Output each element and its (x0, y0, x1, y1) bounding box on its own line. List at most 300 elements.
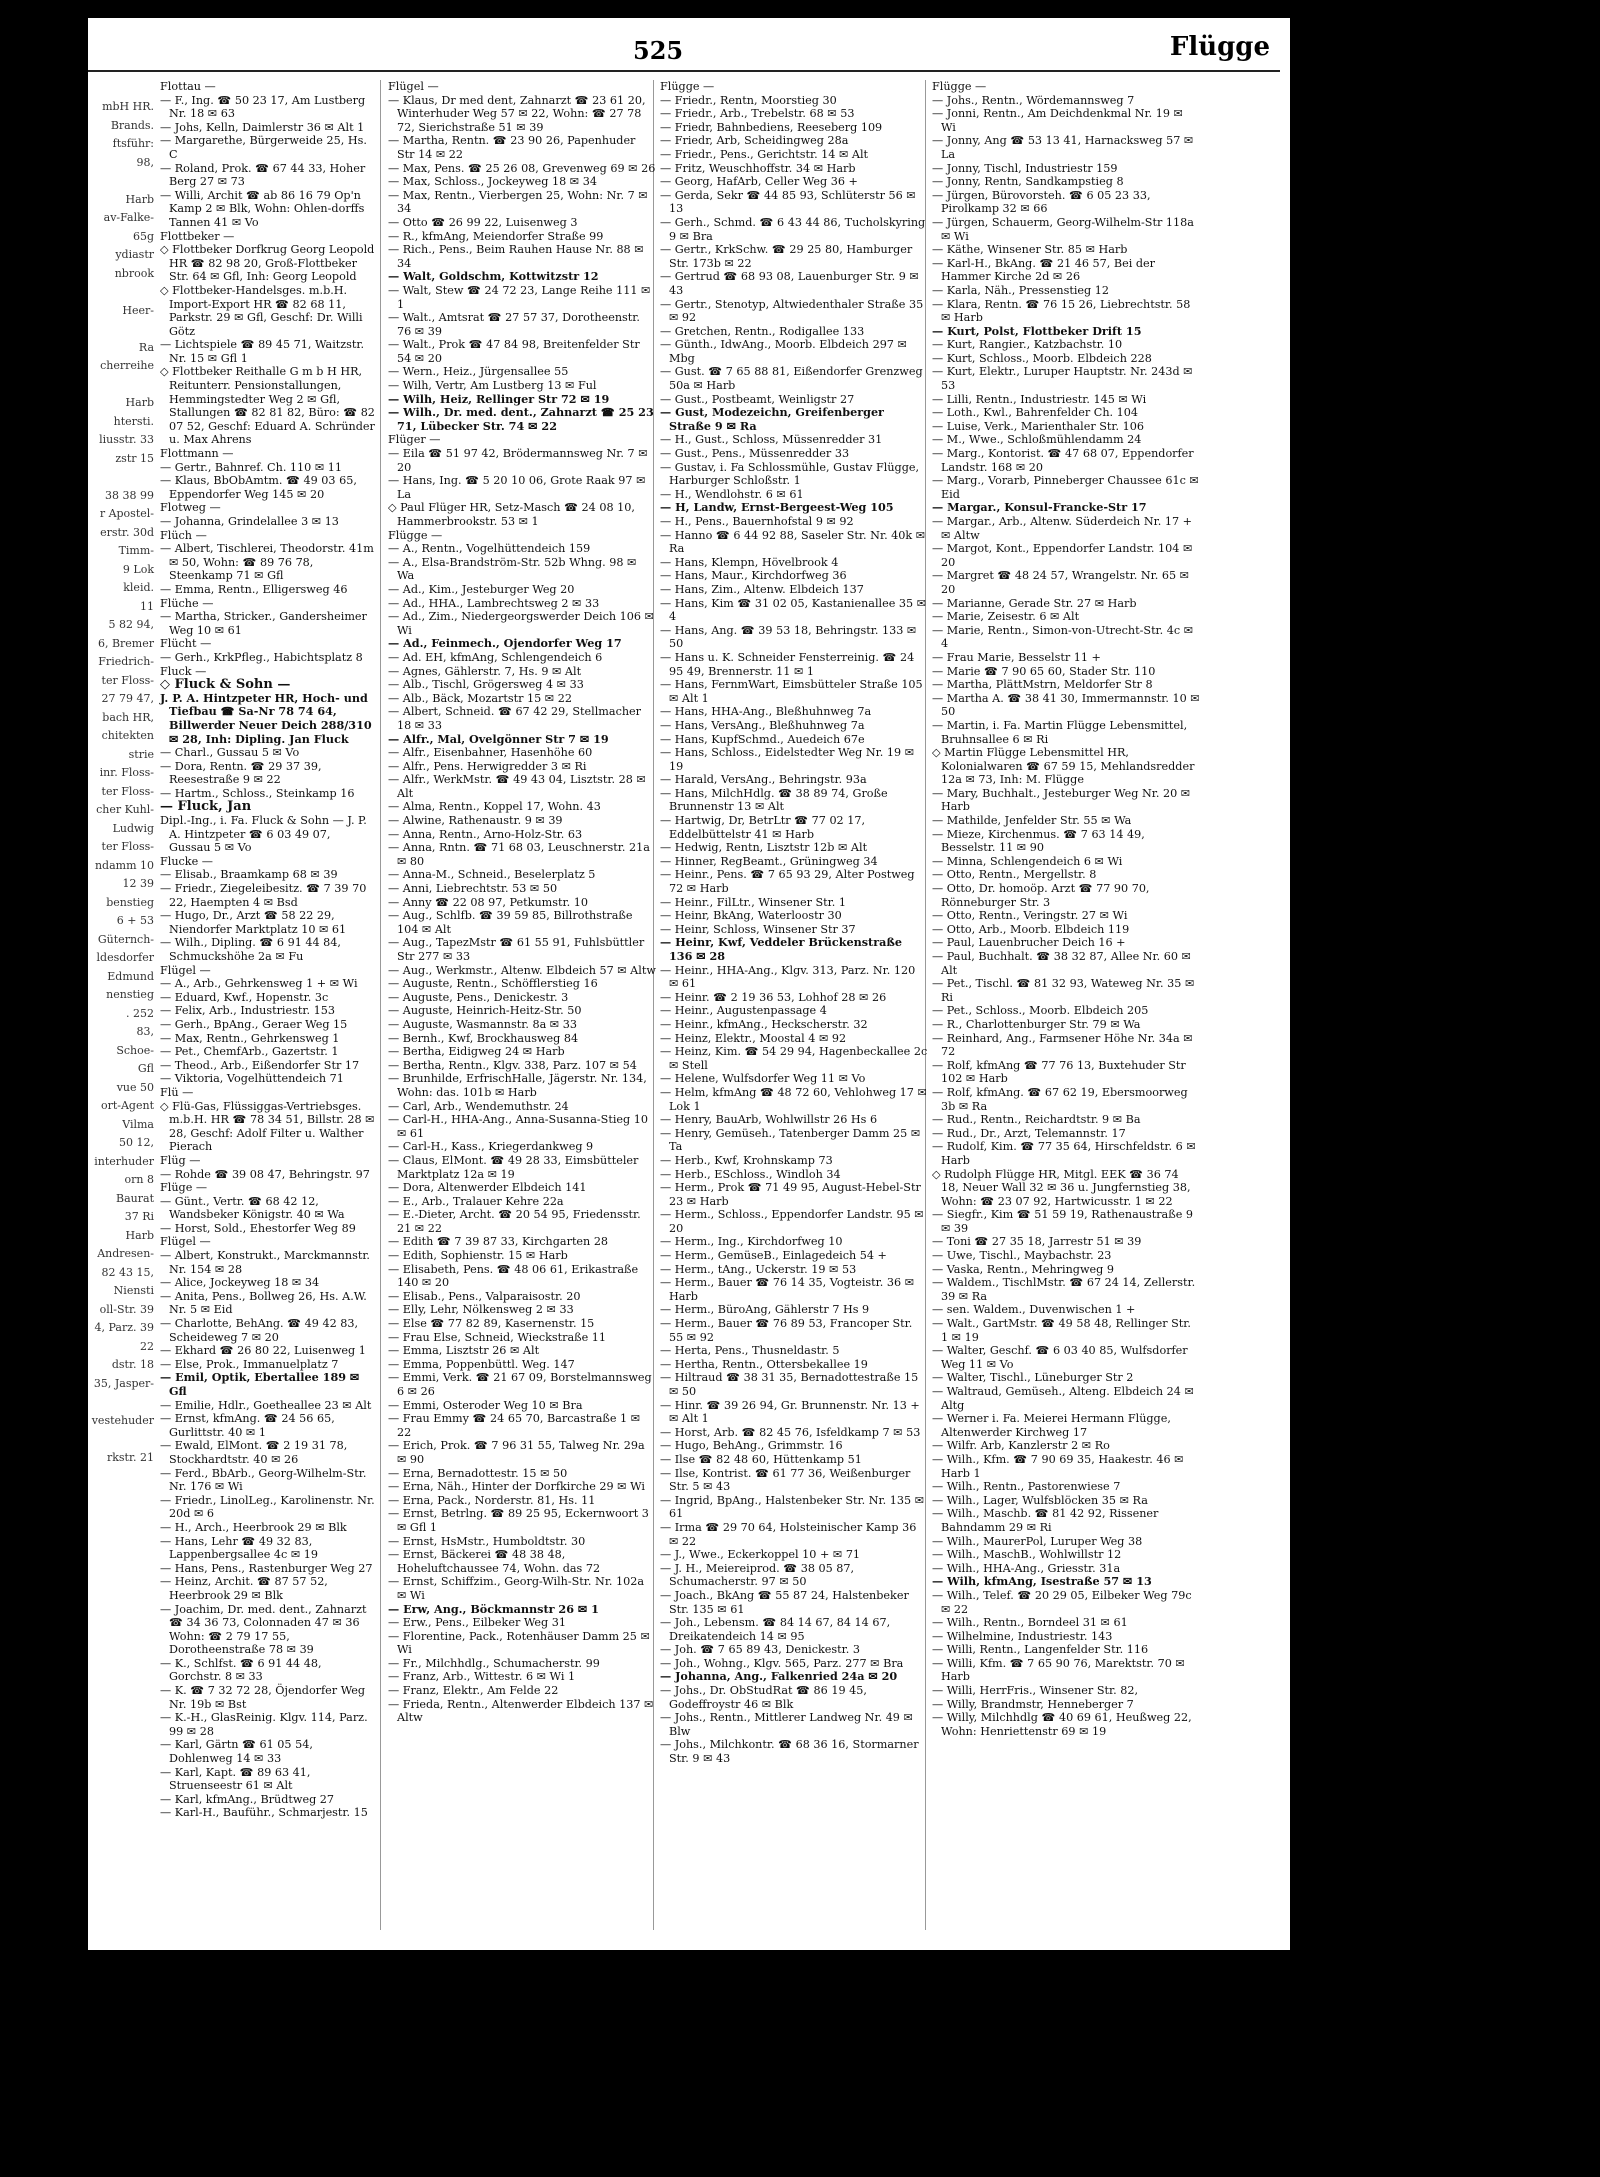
directory-entry: — Rudolf, Kim. ☎ 77 35 64, Hirschfeldstr. 6 ✉ Harb (932, 1140, 1196, 1167)
directory-entry: — Viktoria, Vogelhüttendeich 71 (160, 1072, 344, 1086)
margin-fragment: benstieg (106, 895, 154, 909)
directory-entry: — Alwine, Rathenaustr. 9 ✉ 39 (388, 814, 563, 828)
directory-entry: Dipl.-Ing., i. Fa. Fluck & Sohn — J. P. A. Hintzpeter ☎ 6 03 49 07, Gussau 5 ✉ Vo (160, 814, 367, 855)
directory-entry: — Anita, Pens., Bollweg 26, Hs. A.W. Nr. 5 ✉ Eid (160, 1289, 367, 1317)
directory-entry: — Erna, Pack., Norderstr. 81, Hs. 11 (388, 1493, 596, 1507)
margin-fragment: 6 + 53 (116, 914, 154, 927)
directory-entry: — Johs., Rentn., Wördemannsweg 7 (932, 93, 1135, 107)
directory-entry: — Alice, Jockeyweg 18 ✉ 34 (160, 1276, 320, 1290)
directory-entry: — A., Rentn., Vogelhüttendeich 159 (388, 542, 591, 556)
directory-entry: — Gust., Pens., Müssenredder 33 (660, 447, 850, 461)
directory-entry: — Klaus, Dr med dent, Zahnarzt ☎ 23 61 20, Winterhuder Weg 57 ✉ 22, Wohn: ☎ 27 78 72, Sierichstraße 51 ✉ 39 (388, 93, 646, 134)
directory-entry: — Ad., Kim., Jesteburger Weg 20 (388, 582, 575, 596)
directory-entry: — Ad., HHA., Lambrechtsweg 2 ✉ 33 (388, 596, 600, 610)
margin-fragment: Gfl (137, 1062, 154, 1075)
directory-entry: — Friedr., Arb., Trebelstr. 68 ✉ 53 (660, 107, 855, 121)
directory-entry: — Friedr, Arb, Scheidingweg 28a (660, 134, 849, 148)
margin-fragment: 98, (136, 155, 154, 169)
directory-entry: — Wilh., Kfm. ☎ 7 90 69 35, Haakestr. 46 ✉ Harb 1 (932, 1452, 1184, 1480)
directory-entry: — Erw, Ang., Böckmannstr 26 ✉ 1 (388, 1601, 599, 1616)
directory-entry: Flucke — (160, 854, 213, 868)
margin-fragment: 9 Lok (122, 562, 154, 576)
directory-entry: — Hartm., Schloss., Steinkamp 16 (160, 786, 355, 800)
directory-entry: — Walter, Geschf. ☎ 6 03 40 85, Wulfsdorfer Weg 11 ✉ Vo (932, 1344, 1188, 1371)
margin-fragment: Vilma (122, 1117, 154, 1131)
directory-entry: — Heinz, Archit. ☎ 87 57 52, Heerbrook 29 ✉ Blk (160, 1575, 328, 1602)
directory-entry: — Klaus, BbObAmtm. ☎ 49 03 65, Eppendorfer Weg 145 ✉ 20 (160, 474, 357, 501)
directory-entry: — R., Charlottenburger Str. 79 ✉ Wa (932, 1017, 1141, 1031)
directory-entry: — Hans, Schloss., Eidelstedter Weg Nr. 19 ✉ 19 (660, 746, 915, 773)
directory-entry: — Herm., Ing., Kirchdorfweg 10 (660, 1235, 843, 1249)
directory-entry: — Erna, Näh., Hinter der Dorfkirche 29 ✉ Wi (388, 1480, 645, 1494)
directory-entry: — Friedr., LinolLeg., Karolinenstr. Nr. 20d ✉ 6 (160, 1493, 375, 1521)
directory-entry: — Walt, Stew ☎ 24 72 23, Lange Reihe 111 ✉ 1 (388, 283, 651, 311)
directory-entry: — Marie, Zeisestr. 6 ✉ Alt (932, 610, 1080, 624)
directory-entry: — Emil, Optik, Ebertallee 189 ✉ Gfl (160, 1370, 360, 1398)
margin-fragment: Harb (125, 396, 154, 409)
directory-entry: — Mary, Buchhalt., Jesteburger Weg Nr. 20 ✉ Harb (932, 786, 1191, 814)
margin-fragment: Heer- (122, 303, 154, 317)
margin-fragment: vestehuder (91, 1413, 154, 1427)
directory-entry: — Erich, Prok. ☎ 7 96 31 55, Talweg Nr. 29a ✉ 90 (388, 1439, 645, 1466)
directory-entry: — Fr., Milchhdlg., Schumacherstr. 99 (388, 1656, 600, 1670)
directory-entry: — Eduard, Kwf., Hopenstr. 3c (160, 990, 329, 1004)
margin-fragment: Timm- (118, 544, 154, 557)
directory-entry: — Erw., Pens., Eilbeker Weg 31 (388, 1616, 567, 1630)
directory-entry: — Willy, Brandmstr, Henneberger 7 (932, 1697, 1134, 1711)
directory-entry: — Wilh., Rentn., Borndeel 31 ✉ 61 (932, 1616, 1128, 1630)
running-head: Flügge (1169, 32, 1270, 62)
directory-entry: — Wilh., MaschB., Wohlwillstr 12 (932, 1548, 1122, 1562)
directory-entry: — Alfr., Mal, Ovelgönner Str 7 ✉ 19 (388, 731, 609, 746)
directory-entry: — Joach., BkAng ☎ 55 87 24, Halstenbeker Str. 135 ✉ 61 (660, 1588, 909, 1616)
directory-entry: — Heinr, Kwf, Veddeler Brückenstraße 136 ✉ 28 (660, 935, 902, 963)
directory-entry: — Ingrid, BpAng., Halstenbeker Str. Nr. 135 ✉ 61 (660, 1493, 925, 1521)
column-2 (388, 80, 656, 1940)
directory-entry: — Toni ☎ 27 35 18, Jarrestr 51 ✉ 39 (932, 1235, 1142, 1249)
directory-entry: — Auguste, Pens., Denickestr. 3 (388, 990, 569, 1004)
directory-entry: — Wilh, Heiz, Rellinger Str 72 ✉ 19 (388, 391, 610, 406)
margin-fragment: ter Floss- (101, 673, 154, 687)
directory-entry: — Horst, Sold., Ehestorfer Weg 89 (160, 1221, 356, 1235)
directory-entry: — Elisabeth, Pens. ☎ 48 06 61, Erikastraße 140 ✉ 20 (388, 1262, 639, 1290)
directory-entry: — Wilh., Dr. med. dent., Zahnarzt ☎ 25 23 71, Lübecker Str. 74 ✉ 22 (388, 405, 654, 433)
directory-entry: — Walt, Goldschm, Kottwitzstr 12 (388, 269, 599, 284)
directory-entry: — Elisab., Pens., Valparaisostr. 20 (388, 1289, 581, 1303)
directory-entry: — Karl-H., Bauführ., Schmarjestr. 15 (160, 1806, 368, 1820)
directory-entry: — Emilie, Hdlr., Goetheallee 23 ✉ Alt (160, 1398, 372, 1412)
directory-entry: — M., Wwe., Schloßmühlendamm 24 (932, 433, 1142, 447)
directory-entry: — Luise, Verk., Marienthaler Str. 106 (932, 419, 1144, 433)
directory-entry: — Ewald, ElMont. ☎ 2 19 31 78, Stockhardtstr. 40 ✉ 26 (160, 1439, 348, 1466)
margin-fragment: zstr 15 (115, 451, 154, 465)
directory-entry: — Lichtspiele ☎ 89 45 71, Waitzstr. Nr. 15 ✉ Gfl 1 (160, 338, 365, 365)
directory-entry: — Heinz, Kim. ☎ 54 29 94, Hagenbeckallee 2c ✉ Stell (660, 1045, 928, 1072)
directory-entry: — Joh., Lebensm. ☎ 84 14 67, 84 14 67, Dreikatendeich 14 ✉ 95 (660, 1616, 891, 1643)
directory-entry: — Martha, Rentn. ☎ 23 90 26, Papenhuder Str 14 ✉ 22 (388, 134, 636, 161)
directory-entry: ◇ Martin Flügge Lebensmittel HR, Kolonialwaren ☎ 67 59 15, Mehlandsredder 12a ✉ 73, Inh: M. Flügge (932, 746, 1195, 787)
directory-entry: — Heinr., Pens. ☎ 7 65 93 29, Alter Postweg 72 ✉ Harb (660, 868, 915, 896)
directory-entry: — Else, Prok., Immanuelplatz 7 (160, 1357, 339, 1371)
directory-entry: — E.-Dieter, Archt. ☎ 20 54 95, Friedensstr. 21 ✉ 22 (388, 1208, 641, 1235)
directory-entry: — Hans, Ing. ☎ 5 20 10 06, Grote Raak 97 ✉ La (388, 474, 646, 501)
directory-entry: — Dora, Altenwerder Elbdeich 141 (388, 1181, 587, 1195)
directory-entry: — Carl-H., Kass., Kriegerdankweg 9 (388, 1140, 594, 1154)
directory-entry: — Gustav, i. Fa Schlossmühle, Gustav Flügge, Harburger Schloßstr. 1 (660, 460, 920, 488)
directory-entry: — Dora, Rentn. ☎ 29 37 39, Reesestraße 9 ✉ 22 (160, 759, 322, 787)
directory-entry: — Frau Marie, Besselstr 11 + (932, 650, 1101, 664)
directory-entry: — Gust., Postbeamt, Weinligstr 27 (660, 392, 855, 406)
directory-entry: — Wilh., Maschb. ☎ 81 42 92, Rissener Bahndamm 29 ✉ Ri (932, 1507, 1159, 1534)
directory-entry: — Wilh., Lager, Wulfsblöcken 35 ✉ Ra (932, 1493, 1148, 1507)
directory-entry: — Käthe, Winsener Str. 85 ✉ Harb (932, 243, 1128, 257)
column-4 (932, 80, 1200, 1940)
directory-entry: — Elisab., Braamkamp 68 ✉ 39 (160, 868, 338, 882)
directory-entry: — Willi, HerrFris., Winsener Str. 82, (932, 1684, 1139, 1698)
directory-entry: — Eila ☎ 51 97 42, Brödermannsweg Nr. 7 ✉ 20 (388, 447, 648, 474)
directory-entry: — Anni, Liebrechtstr. 53 ✉ 50 (388, 882, 558, 896)
directory-entry: — Margar., Arb., Altenw. Süderdeich Nr. 17 + ✉ Altw (932, 515, 1193, 542)
directory-entry: — Charlotte, BehAng. ☎ 49 42 83, Scheideweg 7 ✉ 20 (160, 1317, 359, 1344)
margin-fragment: rkstr. 21 (106, 1450, 154, 1464)
directory-entry: — Mieze, Kirchenmus. ☎ 7 63 14 49, Besselstr. 11 ✉ 90 (932, 827, 1145, 855)
margin-fragment: kleid. (123, 581, 154, 594)
directory-entry: — Wilhelmine, Industriestr. 143 (932, 1629, 1113, 1643)
directory-entry: — Alfr., Pens. Herwigredder 3 ✉ Ri (388, 759, 587, 773)
directory-entry: ◇ Rudolph Flügge HR, Mitgl. EEK ☎ 36 74 18, Neuer Wall 32 ✉ 36 u. Jungfernstieg 38, Wohn: ☎ 23 07 92, Hartwicusstr. 1 ✉ 22 (932, 1167, 1191, 1208)
directory-entry: — H., Arch., Heerbrook 29 ✉ Blk (160, 1520, 347, 1534)
margin-fragment: Ra (138, 340, 154, 354)
margin-fragment: ort-Agent (100, 1099, 154, 1112)
margin-fragment: cherreihe (100, 359, 154, 372)
directory-entry: — Ernst, Bäckerei ☎ 48 38 48, Hoheluftchaussee 74, Wohn. das 72 (388, 1548, 601, 1575)
directory-entry: — Wilh, kfmAng, Isestraße 57 ✉ 13 (932, 1574, 1152, 1589)
directory-entry: — Franz, Arb., Wittestr. 6 ✉ Wi 1 (388, 1670, 576, 1684)
directory-entry: Flüche — (160, 596, 214, 610)
directory-entry: — Joh., Wohng., Klgv. 565, Parz. 277 ✉ Bra (660, 1656, 904, 1670)
directory-entry: — Marianne, Gerade Str. 27 ✉ Harb (932, 596, 1137, 610)
directory-entry: — Carl, Arb., Wendemuthstr. 24 (388, 1099, 569, 1113)
directory-entry: — Herta, Pens., Thusneldastr. 5 (660, 1344, 840, 1358)
directory-entry: — Heinr., FilLtr., Winsener Str. 1 (660, 895, 847, 909)
directory-entry: Flügge — (932, 80, 987, 93)
directory-entry: — Ernst, Betrlng. ☎ 89 25 95, Eckernwoort 3 ✉ Gfl 1 (388, 1507, 649, 1534)
directory-entry: — Johanna, Grindelallee 3 ✉ 13 (160, 515, 339, 528)
directory-entry: — Walt., GartMstr. ☎ 49 58 48, Rellinger Str. 1 ✉ 19 (932, 1317, 1191, 1344)
directory-entry: — Gertr., Stenotyp, Altwiedenthaler Straße 35 ✉ 92 (660, 297, 924, 325)
directory-entry: — Pet., Tischl. ☎ 81 32 93, Wateweg Nr. 35 ✉ Ri (932, 977, 1195, 1004)
margin-fragment: 82 43 15, (101, 1265, 154, 1279)
directory-entry: Fluck — (160, 664, 207, 678)
directory-entry: — Hans, VersAng., Bleßhuhnweg 7a (660, 718, 865, 732)
margin-fragment: Harb (125, 1228, 154, 1242)
directory-entry: — Auguste, Heinrich-Heitz-Str. 50 (388, 1004, 582, 1018)
directory-entry: — Uwe, Tischl., Maybachstr. 23 (932, 1249, 1112, 1263)
directory-entry: — Walter, Tischl., Lüneburger Str 2 (932, 1371, 1134, 1385)
directory-entry: ◇ Fluck & Sohn — (160, 677, 291, 693)
directory-entry: — Elly, Lehr, Nölkensweg 2 ✉ 33 (388, 1303, 574, 1317)
directory-entry: — Hans, MilchHdlg. ☎ 38 89 74, Große Brunnenstr 13 ✉ Alt (660, 786, 888, 814)
margin-fragment: 50 12, (119, 1136, 154, 1149)
margin-fragment: ydiastr (115, 248, 154, 261)
directory-entry: — Hans, Pens., Rastenburger Weg 27 (160, 1561, 373, 1575)
directory-entry: Flottau — (160, 80, 216, 93)
directory-entry: — Bertha, Eidigweg 24 ✉ Harb (388, 1045, 565, 1059)
directory-entry: — Heinr., Augustenpassage 4 (660, 1004, 827, 1018)
directory-entry: — Margret ☎ 48 24 57, Wrangelstr. Nr. 65 ✉ 20 (932, 569, 1190, 596)
directory-entry: — Georg, HafArb, Celler Weg 36 + (660, 175, 858, 189)
directory-entry: — Fluck, Jan (160, 799, 252, 815)
directory-entry: — Ekhard ☎ 26 80 22, Luisenweg 1 (160, 1344, 366, 1358)
directory-entry: — Herm., Bauer ☎ 76 89 53, Francoper Str. 55 ✉ 92 (660, 1317, 913, 1344)
directory-entry: — Joachim, Dr. med. dent., Zahnarzt ☎ 34 36 73, Colonnaden 47 ✉ 36 Wohn: ☎ 2 79 17 55, Dorotheenstraße 78 ✉ 39 (160, 1602, 367, 1657)
directory-entry: Flügel — (160, 963, 211, 977)
directory-entry: — Margot, Kont., Eppendorfer Landstr. 104 ✉ 20 (932, 542, 1193, 569)
directory-entry: — Friedr., Pens., Gerichtstr. 14 ✉ Alt (660, 147, 869, 161)
margin-fragment: ter Floss- (101, 840, 154, 853)
directory-entry: — Rohde ☎ 39 08 47, Behringstr. 97 (160, 1167, 370, 1181)
margin-fragment: Baurat (116, 1191, 154, 1205)
directory-entry: — F., Ing. ☎ 50 23 17, Am Lustberg Nr. 18 ✉ 63 (160, 93, 366, 121)
directory-entry: — Gust, Modezeichn, Greifenberger Straße 9 ✉ Ra (660, 405, 884, 433)
directory-entry: — Martha, Stricker., Gandersheimer Weg 10 ✉ 61 (160, 610, 367, 637)
directory-entry: — Friedr., Rentn, Moorstieg 30 (660, 93, 837, 107)
directory-entry: — Martha A. ☎ 38 41 30, Immermannstr. 10 ✉ 50 (932, 691, 1200, 719)
directory-entry: — Ad. EH, kfmAng, Schlengendeich 6 (388, 650, 603, 664)
directory-entry: — Loth., Kwl., Bahrenfelder Ch. 104 (932, 406, 1138, 420)
directory-entry: — Rud., Rentn., Reichardtstr. 9 ✉ Ba (932, 1113, 1141, 1127)
directory-entry: — Wilh., MaurerPol, Luruper Weg 38 (932, 1534, 1143, 1548)
directory-entry: — Gerh., Schmd. ☎ 6 43 44 86, Tucholskyring 9 ✉ Bra (660, 215, 926, 243)
directory-page (88, 18, 1290, 1950)
directory-entry: — Hedwig, Rentn, Lisztstr 12b ✉ Alt (660, 841, 868, 855)
directory-entry: Flücht — (160, 637, 212, 651)
directory-entry: — Margarethe, Bürgerweide 25, Hs. C (160, 134, 367, 161)
directory-entry: — Marg., Vorarb, Pinneberger Chaussee 61c ✉ Eid (932, 474, 1199, 501)
directory-entry: — Max, Pens. ☎ 25 26 08, Grevenweg 69 ✉ 26 (388, 161, 656, 175)
directory-entry: — Friedr, Bahnbediens, Reeseberg 109 (660, 120, 883, 134)
directory-entry: — K.-H., GlasReinig. Klgv. 114, Parz. 99 ✉ 28 (160, 1711, 368, 1738)
directory-entry: — E., Arb., Tralauer Kehre 22a (388, 1194, 564, 1208)
directory-entry: — Herm., BüroAng, Gählerstr 7 Hs 9 (660, 1303, 870, 1317)
directory-entry: — Auguste, Rentn., Schöfflerstieg 16 (388, 977, 598, 991)
margin-fragment: liusstr. 33 (99, 433, 154, 446)
directory-entry: — Ad., Zim., Niedergeorgswerder Deich 106 ✉ Wi (388, 610, 654, 637)
directory-entry: Flüch — (160, 528, 207, 542)
directory-entry: — H., Gust., Schloss, Müssenredder 31 (660, 433, 883, 447)
directory-entry: — Marie ☎ 7 90 65 60, Stader Str. 110 (932, 664, 1156, 678)
directory-entry: — Emmi, Osteroder Weg 10 ✉ Bra (388, 1398, 583, 1412)
directory-entry: — Wilh., Dipling. ☎ 6 91 44 84, Schmuckshöhe 2a ✉ Fu (160, 936, 341, 963)
directory-entry: Flüg — (160, 1153, 201, 1167)
directory-entry: — Else ☎ 77 82 89, Kasernenstr. 15 (388, 1317, 595, 1331)
directory-entry: — Mathilde, Jenfelder Str. 55 ✉ Wa (932, 814, 1132, 828)
margin-fragment: ter Floss- (101, 784, 154, 798)
directory-entry: — Jonny, Ang ☎ 53 13 41, Harnacksweg 57 ✉ La (932, 134, 1194, 161)
margin-fragment: 6, Bremer (97, 636, 154, 650)
directory-entry: — Helene, Wulfsdorfer Weg 11 ✉ Vo (660, 1072, 866, 1086)
directory-entry: — Ernst, Schiffzim., Georg-Wilh-Str. Nr. 102a ✉ Wi (388, 1575, 645, 1602)
directory-entry: — Edith, Sophienstr. 15 ✉ Harb (388, 1249, 568, 1263)
margin-fragment: inr. Floss- (99, 766, 154, 779)
directory-entry: — Kurt, Polst, Flottbeker Drift 15 (932, 323, 1142, 338)
margin-fragment: 65g (132, 229, 154, 243)
directory-entry: ◇ Flottbeker Dorfkrug Georg Leopold HR ☎ 82 98 20, Groß-Flottbeker Str. 64 ✉ Gfl, Inh: Georg Leopold (160, 243, 375, 284)
directory-entry: — Karl-H., BkAng. ☎ 21 46 57, Bei der Hammer Kirche 2d ✉ 26 (932, 256, 1155, 284)
directory-entry: — Marie, Rentn., Simon-von-Utrecht-Str. 4c ✉ 4 (932, 623, 1194, 651)
directory-entry: — Franz, Elektr., Am Felde 22 (388, 1684, 559, 1698)
directory-entry: — Kurt, Schloss., Moorb. Elbdeich 228 (932, 351, 1152, 365)
margin-fragment: ldesdorfer (96, 951, 154, 964)
margin-fragment: 37 Ri (124, 1210, 154, 1223)
directory-entry: — Otto, Dr. homoöp. Arzt ☎ 77 90 70, Rönneburger Str. 3 (932, 882, 1150, 909)
margin-fragment: Harb (125, 192, 154, 206)
margin-fragment: Ludwig (112, 821, 154, 835)
directory-entry: — Wilh., HHA-Ang., Griesstr. 31a (932, 1561, 1121, 1575)
directory-entry: — Herm., Bauer ☎ 76 14 35, Vogteistr. 36 ✉ Harb (660, 1276, 915, 1303)
directory-entry: — Emma, Lisztstr 26 ✉ Alt (388, 1344, 540, 1358)
directory-entry: — Irma ☎ 29 70 64, Holsteinischer Kamp 36 ✉ 22 (660, 1520, 917, 1548)
directory-entry: — Hans, FernmWart, Eimsbütteler Straße 105 ✉ Alt 1 (660, 678, 923, 705)
directory-entry: Flottbeker — (160, 229, 235, 243)
directory-entry: — Walt., Prok ☎ 47 84 98, Breitenfelder Str 54 ✉ 20 (388, 338, 640, 365)
directory-entry: — Hans, Lehr ☎ 49 32 83, Lappenbergsallee 4c ✉ 19 (160, 1534, 319, 1562)
directory-entry: — Herm., GemüseB., Einlagedeich 54 + (660, 1249, 887, 1263)
directory-entry: — Jonny, Rentn, Sandkampstieg 8 (932, 175, 1124, 189)
margin-fragment: nenstieg (106, 988, 154, 1001)
directory-entry: — Hans, Ang. ☎ 39 53 18, Behringstr. 133 ✉ 50 (660, 623, 917, 651)
directory-entry: Flügel — (388, 80, 439, 93)
margin-fragment: interhuder (94, 1154, 154, 1168)
directory-entry: — Otto ☎ 26 99 22, Luisenweg 3 (388, 215, 578, 229)
column-1 (160, 80, 375, 1940)
directory-entry: — Aug., Werkmstr., Altenw. Elbdeich 57 ✉ Altw (388, 963, 656, 977)
directory-entry: — Ferd., BbArb., Georg-Wilhelm-Str. Nr. 176 ✉ Wi (160, 1466, 367, 1494)
directory-entry: — A., Elsa-Brandström-Str. 52b Whng. 98 ✉ Wa (388, 555, 637, 583)
column-3 (660, 80, 928, 1940)
directory-entry: — Jürgen, Schauerm, Georg-Wilhelm-Str 118a ✉ Wi (932, 215, 1194, 243)
directory-entry: — Walt., Amtsrat ☎ 27 57 37, Dorotheenstr. 76 ✉ 39 (388, 311, 640, 338)
directory-entry: — Albert, Tischlerei, Theodorstr. 41m ✉ 50, Wohn: ☎ 89 76 78, Steenkamp 71 ✉ Gfl (160, 542, 374, 583)
margin-fragment: Güternch- (97, 932, 154, 946)
directory-entry: — Heinr, Schloss, Winsener Str 37 (660, 922, 856, 936)
directory-entry: — Anna, Rntn. ☎ 71 68 03, Leuschnerstr. 21a ✉ 80 (388, 841, 650, 868)
margin-fragment: 22 (140, 1339, 154, 1353)
directory-entry: — Henry, Gemüseh., Tatenberger Damm 25 ✉ Ta (660, 1126, 921, 1154)
directory-entry: — J. H., Meiereiprod. ☎ 38 05 87, Schumacherstr. 97 ✉ 50 (660, 1561, 855, 1589)
directory-entry: — Minna, Schlengendeich 6 ✉ Wi (932, 854, 1123, 868)
directory-entry: — Friedr., Ziegeleibesitz. ☎ 7 39 70 22, Haempten 4 ✉ Bsd (160, 882, 367, 909)
directory-entry: — Karla, Näh., Pressenstieg 12 (932, 283, 1110, 297)
directory-entry: — Siegfr., Kim ☎ 51 59 19, Rathenaustraße 9 ✉ 39 (932, 1208, 1193, 1235)
directory-entry: Flü — (160, 1085, 194, 1099)
margin-fragment: 83, (136, 1025, 154, 1038)
directory-entry: — Margar., Konsul-Francke-Str 17 (932, 500, 1147, 515)
margin-fragment: erstr. 30d (100, 525, 154, 539)
directory-entry: — Gerda, Sekr ☎ 44 85 93, Schlüterstr 56 ✉ 13 (660, 188, 916, 216)
directory-entry: — Alma, Rentn., Koppel 17, Wohn. 43 (388, 800, 601, 814)
margin-fragment: nbrook (114, 266, 154, 280)
directory-entry: — Johs., Dr. ObStudRat ☎ 86 19 45, Godeffroystr 46 ✉ Blk (660, 1684, 867, 1711)
margin-fragment: strie (128, 747, 154, 761)
directory-entry: — Hugo, BehAng., Grimmstr. 16 (660, 1439, 843, 1453)
directory-entry: — Hans, Maur., Kirchdorfweg 36 (660, 569, 847, 583)
directory-entry: — Werner i. Fa. Meierei Hermann Flügge, Altenwerder Kirchweg 17 (932, 1412, 1171, 1439)
directory-entry: — Ad., Feinmech., Ojendorfer Weg 17 (388, 636, 622, 651)
directory-entry: — J., Wwe., Eckerkoppel 10 + ✉ 71 (660, 1548, 861, 1562)
directory-entry: — Wern., Heiz., Jürgensallee 55 (388, 365, 569, 379)
margin-fragment: . 252 (126, 1006, 154, 1020)
directory-entry: — Gerh., KrkPfleg., Habichtsplatz 8 (160, 650, 363, 664)
directory-entry: — Paul, Buchhalt. ☎ 38 32 87, Allee Nr. 60 ✉ Alt (932, 950, 1191, 977)
directory-entry: — Hans, HHA-Ang., Bleßhuhnweg 7a (660, 705, 872, 719)
directory-entry: — Hiltraud ☎ 38 31 35, Bernadottestraße 15 ✉ 50 (660, 1371, 919, 1398)
directory-entry: — Edith ☎ 7 39 87 33, Kirchgarten 28 (388, 1235, 609, 1249)
margin-fragment: bach HR, (102, 710, 154, 724)
directory-entry: Flottmann — (160, 447, 234, 461)
directory-entry: — Max, Schloss., Jockeyweg 18 ✉ 34 (388, 175, 597, 189)
directory-entry: — H., Pens., Bauernhofstal 9 ✉ 92 (660, 515, 854, 528)
directory-entry: — Günt., Vertr. ☎ 68 42 12, Wandsbeker Königstr. 40 ✉ Wa (160, 1194, 345, 1222)
margin-fragment: 35, Jasper- (93, 1376, 154, 1390)
directory-entry: — Rolf, kfmAng ☎ 77 76 13, Buxtehuder Str 102 ✉ Harb (932, 1058, 1186, 1086)
directory-entry: — Heinr. ☎ 2 19 36 53, Lohhof 28 ✉ 26 (660, 990, 887, 1004)
directory-entry: — Karl, Gärtn ☎ 61 05 54, Dohlenweg 14 ✉ 33 (160, 1738, 313, 1766)
margin-fragment: Friedrich- (98, 655, 154, 668)
directory-entry: — Marg., Kontorist. ☎ 47 68 07, Eppendorfer Landstr. 168 ✉ 20 (932, 447, 1194, 474)
directory-entry: — Wilh., Rentn., Pastorenwiese 7 (932, 1480, 1121, 1494)
directory-entry: Flotweg — (160, 501, 221, 515)
directory-entry: — Albert, Konstrukt., Marckmannstr. Nr. 154 ✉ 28 (160, 1249, 370, 1276)
directory-entry: — Heinr, BkAng, Waterloostr 30 (660, 909, 842, 923)
directory-entry: ◇ Flottbeker Reithalle G m b H HR, Reitunterr. Pensionstallungen, Hemmingstedter Weg 2 ✉ Gfl, Stallungen ☎ 82 81 82, Büro: ☎ 82 07 52, Geschf: Eduard A. Schründer u. Max Ahrens (160, 365, 375, 447)
directory-entry: — Gertr., Bahnref. Ch. 110 ✉ 11 (160, 460, 343, 474)
directory-entry: — Otto, Rentn., Veringstr. 27 ✉ Wi (932, 909, 1128, 923)
directory-entry: — Aug., Schlfb. ☎ 39 59 85, Billrothstraße 104 ✉ Alt (388, 909, 633, 936)
directory-entry: — Helm, kfmAng ☎ 48 72 60, Vehlohweg 17 ✉ Lok 1 (660, 1085, 927, 1113)
margin-fragment: r Apostel- (99, 507, 154, 520)
margin-fragment: 11 (140, 599, 154, 613)
directory-entry: — Ernst, kfmAng. ☎ 24 56 65, Gurlittstr. 40 ✉ 1 (160, 1412, 335, 1439)
directory-entry: — Ilse ☎ 82 48 60, Hüttenkamp 51 (660, 1452, 862, 1466)
margin-fragment: orn 8 (124, 1173, 154, 1186)
directory-entry: — Aug., TapezMstr ☎ 61 55 91, Fuhlsbüttler Str 277 ✉ 33 (388, 936, 645, 963)
directory-entry: — Brunhilde, ErfrischHalle, Jägerstr. Nr. 134, Wohn: das. 101b ✉ Harb (388, 1072, 647, 1099)
directory-entry: — Heinr., kfmAng., Heckscherstr. 32 (660, 1017, 868, 1031)
margin-fragment: cher Kuhl- (96, 803, 154, 816)
directory-entry: ◇ Paul Flüger HR, Setz-Masch ☎ 24 08 10, Hammerbrookstr. 53 ✉ 1 (388, 501, 635, 528)
directory-entry: Flügge — (660, 80, 715, 93)
directory-entry: — Hans u. K. Schneider Fensterreinig. ☎ 24 95 49, Brennerstr. 11 ✉ 1 (660, 650, 915, 678)
directory-entry: — Emma, Poppenbüttl. Weg. 147 (388, 1357, 575, 1371)
directory-entry: — A., Arb., Gehrkensweg 1 + ✉ Wi (160, 977, 358, 991)
directory-entry: — Wilh, Vertr, Am Lustberg 13 ✉ Ful (388, 379, 597, 393)
directory-entry: — Theod., Arb., Eißendorfer Str 17 (160, 1058, 360, 1072)
directory-entry: — Paul, Lauenbrucher Deich 16 + (932, 936, 1126, 950)
directory-entry: — Hinr. ☎ 39 26 94, Gr. Brunnenstr. Nr. 13 + ✉ Alt 1 (660, 1398, 920, 1426)
directory-entry: — Günth., IdwAng., Moorb. Elbdeich 297 ✉ Mbg (660, 338, 907, 365)
directory-entry: — Auguste, Wasmannstr. 8a ✉ 33 (388, 1017, 577, 1031)
directory-entry: — Alfr., WerkMstr. ☎ 49 43 04, Lisztstr. 28 ✉ Alt (388, 773, 646, 800)
directory-entry: — Hans, KupfSchmd., Auedeich 67e (660, 732, 865, 746)
margin-fragment: 38 38 99 (105, 488, 154, 502)
directory-entry: — Albert, Schneid. ☎ 67 42 29, Stellmacher 18 ✉ 33 (388, 705, 642, 732)
directory-entry: — Willi, Rentn., Langenfelder Str. 116 (932, 1643, 1149, 1657)
margin-fragment: Niensti (113, 1284, 154, 1297)
directory-entry: — Gerh., BpAng., Geraer Weg 15 (160, 1017, 348, 1031)
directory-entry: — Charl., Gussau 5 ✉ Vo (160, 746, 300, 760)
directory-entry: — Frau Emmy ☎ 24 65 70, Barcastraße 1 ✉ 22 (388, 1412, 641, 1439)
